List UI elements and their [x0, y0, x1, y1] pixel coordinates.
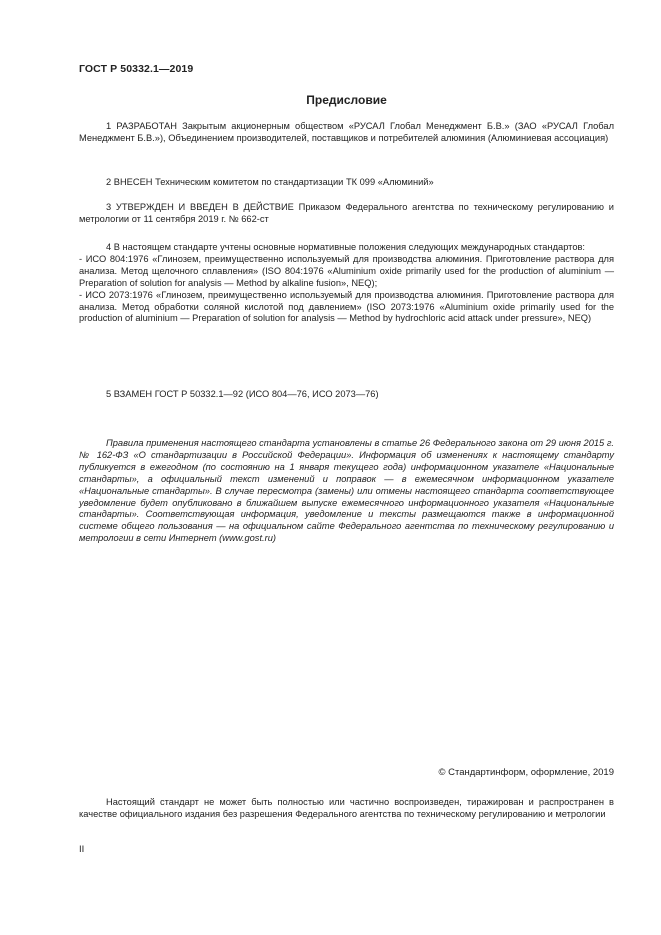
preface-item-2 — [79, 177, 614, 189]
preface-item-3 — [79, 202, 614, 226]
application-notice-text: Правила применения настоящего стандарта установлены в статье 26 Федерального закона от 29 июня 2015 г. № 162-ФЗ «О стандартизации в Российской Федерации». Информация об изменениях к настоящему стандарту публикуется в ежегодном (по состоянию на 1 января текущего года) информационном указателе «Национальные стандарты», а официальный текст изменений и поправок — в ежемесячном информационном указателе «Национальные стандарты». В случае пересмотра (замены) или отмены настоящего стандарта соответствующее уведомление будет опубликовано в ближайшем выпуске ежемесячного информационного указателя «Национальные стандарты». Соответствующая информация, уведомление и тексты размещаются также в информационной системе общего пользования — на официальном сайте Федерального агентства по техническому регулированию и метрологии в сети Интернет (www.gost.ru) — [79, 438, 614, 544]
item-2-text: Техническим комитетом по стандартизации ТК 099 «Алюминий» — [152, 177, 434, 187]
reproduction-notice-text: Настоящий стандарт не может быть полностью или частично воспроизведен, тиражирован и распространен в качестве официального издания без разрешения Федерального агентства по техническому регулированию и метрологии — [79, 797, 614, 819]
application-notice — [79, 438, 614, 545]
item-1-lead: 1 РАЗРАБОТАН — [106, 121, 177, 131]
item-3-text: Приказом Федерального агентства по техническому регулированию и метрологии от 11 сентября 2019 г. № 662-ст — [79, 202, 614, 224]
page-number: II — [79, 844, 85, 855]
item-2-lead: 2 ВНЕСЕН — [106, 177, 153, 187]
preface-item-5 — [79, 389, 614, 401]
item-1-text: Закрытым акционерным обществом «РУСАЛ Глобал Менеджмент Б.В.» (ЗАО «РУСАЛ Глобал Менеджмент Б.В.»), Объединением производителей, поставщиков и потребителей алюминия (Алюминиевая ассоциация) — [79, 121, 614, 143]
preface-item-1 — [79, 121, 614, 145]
item-4-intro: 4 В настоящем стандарте учтены основные нормативные положения следующих международных стандартов: — [106, 242, 586, 252]
reproduction-notice — [79, 797, 614, 821]
item-5-lead: 5 ВЗАМЕН — [106, 389, 153, 399]
item-5-text: ГОСТ Р 50332.1—92 (ИСО 804—76, ИСО 2073—76) — [152, 389, 379, 399]
item-4-sub-2: - ИСО 2073:1976 «Глинозем, преимущественно используемый для производства алюминия. Приготовление раствора для анализа. Метод обработки соляной кислотой под давлением» (ISO 2073:1976 «Aluminium oxide primarily used for the production of aluminium — Preparation of solution for analysis — Method by hydrochloric acid attack under pressure», NEQ) — [79, 289, 614, 324]
page-title: Предисловие — [306, 93, 387, 107]
item-3-lead: 3 УТВЕРЖДЕН И ВВЕДЕН В ДЕЙСТВИЕ — [106, 202, 294, 212]
copyright-line: © Стандартинформ, оформление, 2019 — [438, 767, 614, 778]
standard-code: ГОСТ Р 50332.1—2019 — [79, 63, 194, 75]
item-4-sub-1: - ИСО 804:1976 «Глинозем, преимущественно используемый для производства алюминия. Приготовление раствора для анализа. Метод щелочного сплавления» (ISO 804:1976 «Aluminium oxide primarily used for the production of aluminium — Preparation of solution for analysis — Method by alkaline fusion», NEQ); — [79, 253, 614, 288]
preface-item-4 — [79, 242, 614, 325]
